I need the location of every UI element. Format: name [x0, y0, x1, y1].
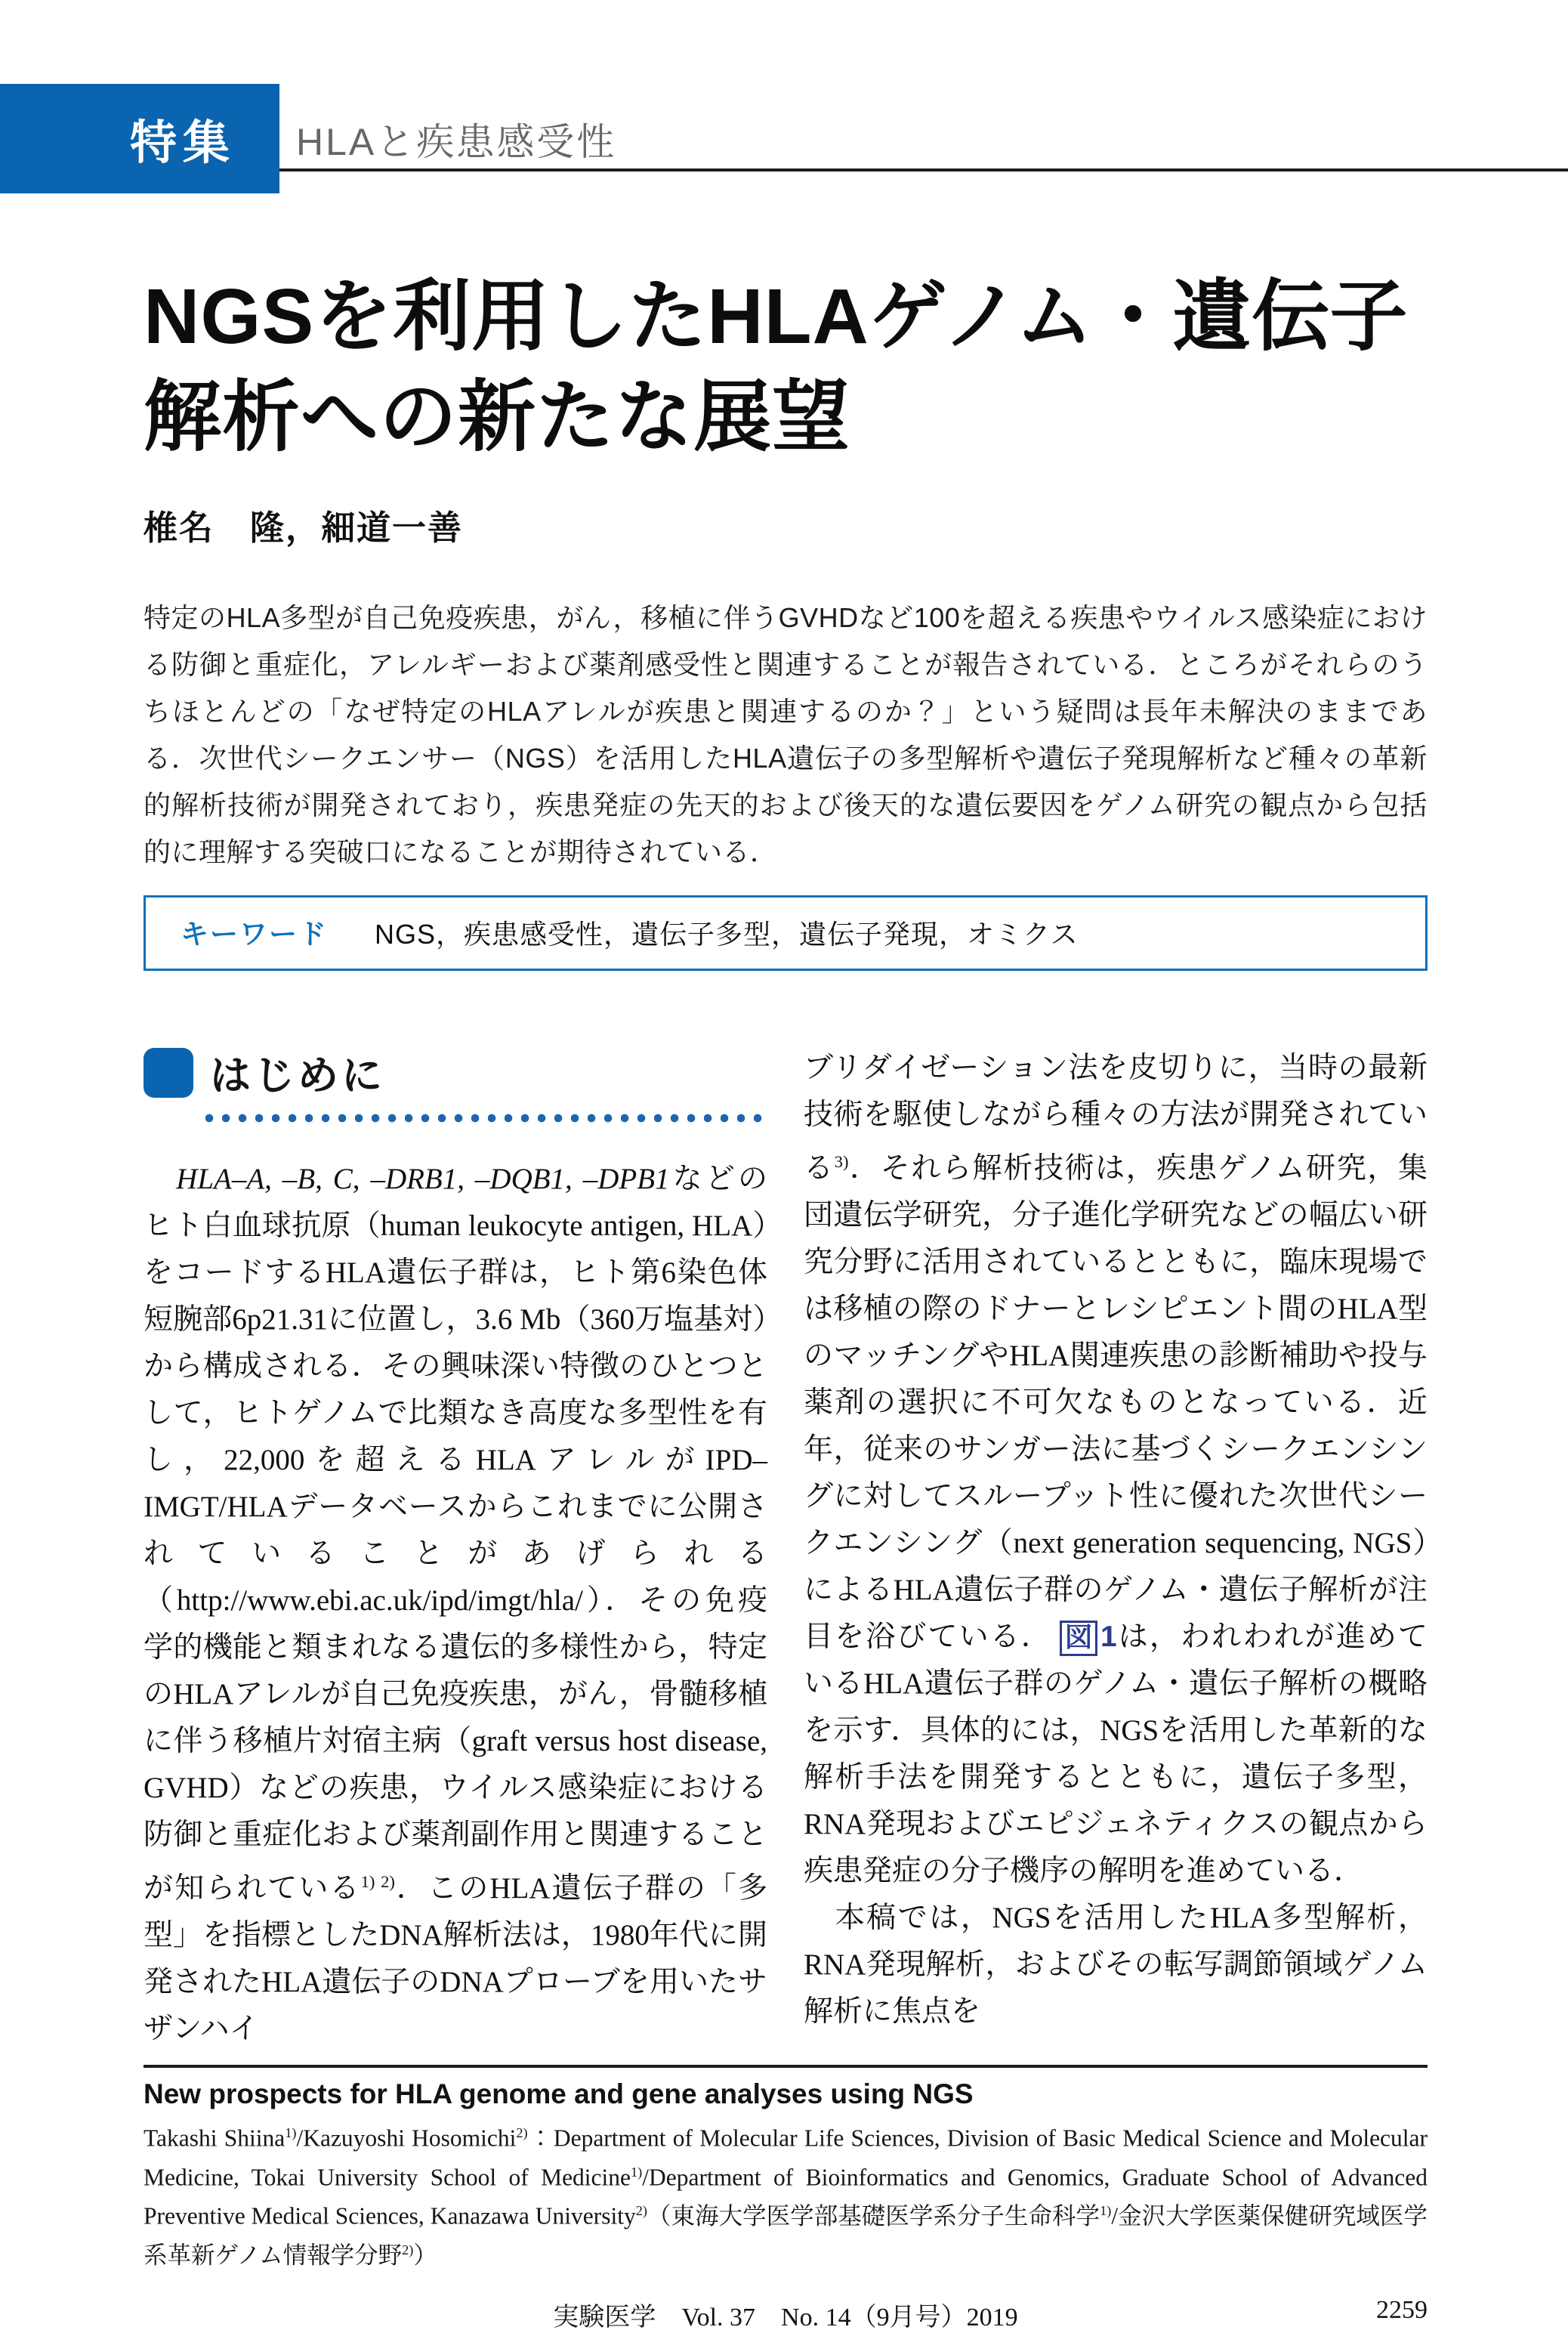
text-segment: などのヒト白血球抗原（human leukocyte antigen, HLA）をコードするHLA遺伝子群は，ヒト第6染色体短腕部6p21.31に位置し，3.6 Mb（360万塩基対）から構成される．その興味深い特徴のひとつとして，ヒトゲノムで比類なき高度な多型性を有し，22,000を超えるHLAアレルがIPD–IMGT/HLAデータベースからこれまでに公開されていることがあげられる（http://www.ebi.ac.uk/ipd/imgt/hla/）．その免疫学的機能と類まれなる遺伝的多様性から，特定のHLAアレルが自己免疫疾患，がん，骨髄移植に伴う移植片対宿主病（graft versus host disease, GVHD）などの疾患，ウイルス感染症における防御と重症化および薬剤副作用と関連することが知られている	[144, 1163, 767, 1905]
text-segment: ：Department of Molecular Life Sciences, Division of Basic Medical Science and Molecular Medicine, Tokai University School of Medicine	[144, 2124, 1428, 2190]
body-paragraph	[144, 1156, 767, 2053]
text-segment: は，われわれが進めているHLA遺伝子群のゲノム・遺伝子解析の概略を示す．具体的には，NGSを活用した革新的な解析手法を開発するとともに，遺伝子多型，RNA発現およびエピジェネティクスの観点から疾患発症の分子機序の解明を進めている．	[804, 1621, 1428, 1887]
english-title: New prospects for HLA genome and gene analyses using NGS	[144, 2078, 974, 2109]
article-title	[144, 266, 1428, 467]
figure1-reference-link[interactable]: 図	[1060, 1621, 1097, 1656]
keyword-list: NGS，疾患感受性，遺伝子多型，遺伝子発現，オミクス	[375, 919, 1079, 950]
section-heading-hajimeni	[144, 1043, 767, 1102]
text-segment: /金沢大学医薬保健研究域医学系革新ゲノム情報学分野	[144, 2202, 1428, 2268]
keyword-label: キーワード	[181, 919, 328, 950]
page-number: 2259	[1376, 2296, 1428, 2324]
text-segment: 3)	[834, 1152, 849, 1171]
text-segment: 本稿では，NGSを活用したHLA多型解析，RNA発現解析，およびその転写調節領域ゲノム解析に焦点を	[804, 1902, 1428, 2028]
section-bullet-icon	[144, 1048, 193, 1098]
journal-footer	[144, 2296, 1428, 2333]
dotted-divider	[205, 1114, 767, 1123]
section-heading-label: はじめに	[210, 1053, 385, 1099]
text-segment: 1)	[631, 2164, 643, 2180]
text-segment	[144, 1163, 176, 1195]
text-segment: 1)	[1100, 2203, 1112, 2218]
article-title-line2: 解析への新たな展望	[144, 373, 850, 460]
text-segment: /Department of Bioinformatics and Genomics, Graduate School of Advanced Preventive Medical Sciences, Kanazawa University	[144, 2164, 1428, 2229]
text-segment: ．このHLA遺伝子群の「多型」を指標としたDNA解析法は，1980年代に開発されたHLA遺伝子のDNAプローブを用いたサザンハイ	[144, 1872, 767, 2045]
page-content	[144, 0, 1428, 2333]
footer-rule	[144, 2065, 1428, 2068]
body-paragraph	[804, 1045, 1428, 1895]
body-columns	[144, 1043, 1428, 2053]
text-segment: Takashi Shiina	[144, 2124, 286, 2152]
text-segment: ．それら解析技術は，疾患ゲノム研究，集団遺伝学研究，分子進化学研究などの幅広い研究分野に活用されているとともに，臨床現場では移植の際のドナーとレシピエント間のHLA型のマッチングやHLA関連疾患の診断補助や投与薬剤の選択に不可欠なものとなっている．近年，従来のサンガー法に基づくシークエンシングに対してスループット性に優れた次世代シークエンシング（next generation sequencing, NGS）によるHLA遺伝子群のゲノム・遺伝子解析が注目を浴びている．	[804, 1152, 1428, 1653]
right-column	[804, 1043, 1428, 2053]
text-segment: ）	[413, 2242, 437, 2268]
keyword-box	[144, 895, 1428, 971]
figure1-reference-link[interactable]: 1	[1100, 1621, 1117, 1653]
body-paragraph	[804, 1895, 1428, 2035]
text-segment: /Kazuyoshi Hosomichi	[296, 2124, 517, 2152]
journal-issue-line: 実験医学 Vol. 37 No. 14（9月号）2019	[553, 2304, 1018, 2331]
text-segment: 1) 2)	[360, 1872, 395, 1891]
abstract-text: 特定のHLA多型が自己免疫疾患，がん，移植に伴うGVHDなど100を超える疾患やウイルス感染症における防御と重症化，アレルギーおよび薬剤感受性と関連することが報告されている．ところがそれらのうちほとんどの「なぜ特定のHLAアレルが疾患と関連するのか？」という疑問は長年未解決のままである．次世代シークエンサー（NGS）を活用したHLA遺伝子の多型解析や遺伝子発現解析など種々の革新的解析技術が開発されており，疾患発症の先天的および後天的な遺伝要因をゲノム研究の観点から包括的に理解する突破口になることが期待されている．	[144, 602, 1428, 867]
text-segment: 2)	[635, 2203, 647, 2218]
authors: 椎名 隆，細道一善	[144, 508, 464, 547]
affiliation-text	[144, 2116, 1428, 2272]
text-segment: 2)	[402, 2242, 414, 2257]
series-title: HLAと疾患感受性	[296, 121, 617, 163]
text-segment: （東海大学医学部基礎医学系分子生命科学	[647, 2202, 1100, 2229]
feature-badge-label: 特集	[129, 117, 236, 169]
article-title-line1: NGSを利用したHLAゲノム・遺伝子	[144, 273, 1409, 360]
text-segment: ブリダイゼーション法を皮切りに，当時の最新技術を駆使しながら種々の方法が開発されている	[804, 1052, 1428, 1185]
text-segment: 1)	[285, 2125, 297, 2140]
left-column	[144, 1043, 767, 2053]
text-segment: HLA–A, –B, C, –DRB1, –DQB1, –DPB1	[176, 1163, 670, 1195]
text-segment: 2)	[516, 2125, 528, 2140]
